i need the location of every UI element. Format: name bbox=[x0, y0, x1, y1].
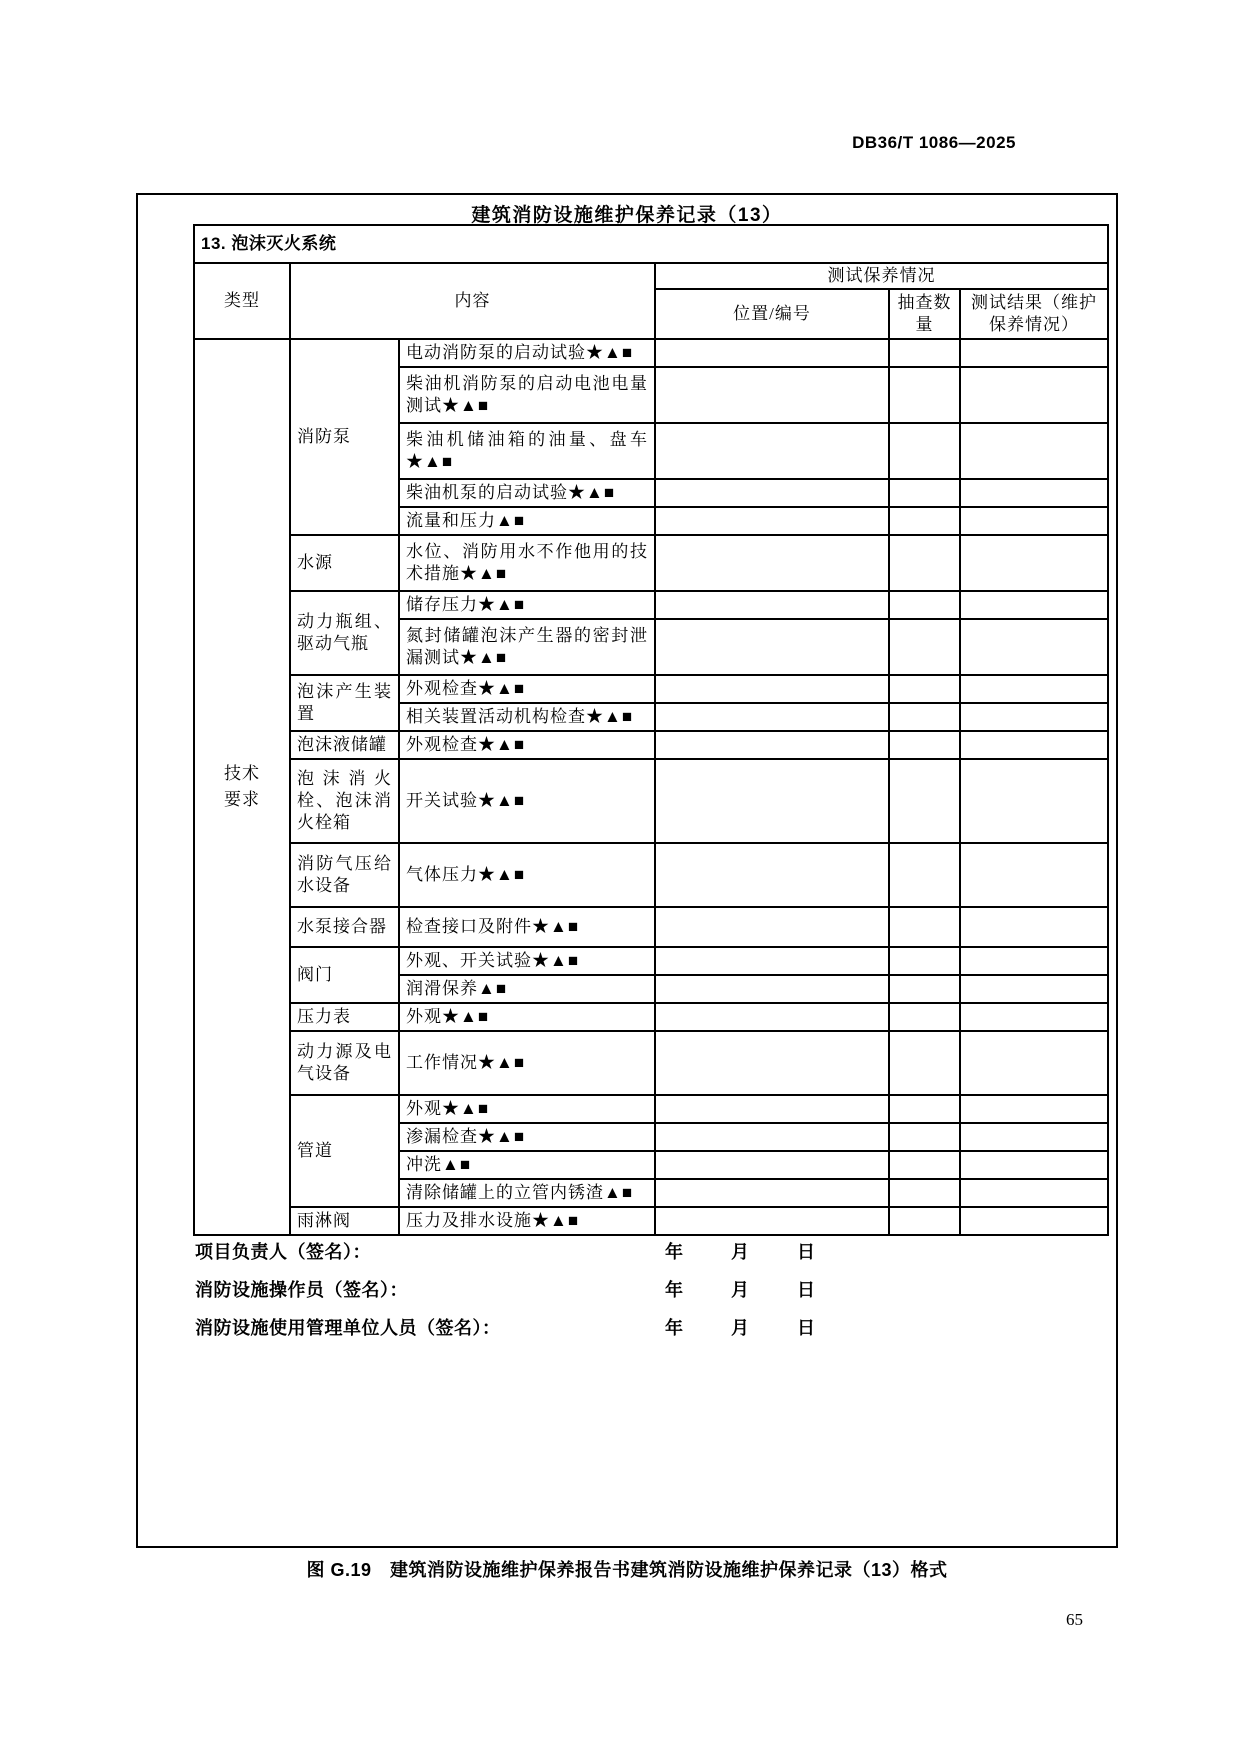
sample-qty-entry-cell bbox=[889, 1003, 960, 1031]
result-entry-cell bbox=[960, 619, 1108, 675]
item-cell: 冲洗▲■ bbox=[399, 1151, 655, 1179]
month-label: 月 bbox=[731, 1242, 749, 1262]
result-entry-cell bbox=[960, 1095, 1108, 1123]
location-entry-cell bbox=[655, 479, 889, 507]
location-entry-cell bbox=[655, 1151, 889, 1179]
item-cell: 相关装置活动机构检查★▲■ bbox=[399, 703, 655, 731]
result-entry-cell bbox=[960, 1003, 1108, 1031]
item-cell: 流量和压力▲■ bbox=[399, 507, 655, 535]
sample-qty-entry-cell bbox=[889, 367, 960, 423]
location-entry-cell bbox=[655, 975, 889, 1003]
location-entry-cell bbox=[655, 1179, 889, 1207]
sample-qty-entry-cell bbox=[889, 423, 960, 479]
day-label: 日 bbox=[797, 1318, 815, 1338]
item-cell: 外观检查★▲■ bbox=[399, 675, 655, 703]
sample-qty-entry-cell bbox=[889, 947, 960, 975]
location-entry-cell bbox=[655, 535, 889, 591]
header-location: 位置/编号 bbox=[655, 289, 889, 339]
page-number: 65 bbox=[1066, 1610, 1083, 1629]
result-entry-cell bbox=[960, 507, 1108, 535]
figure-caption: 图 G.19 建筑消防设施维护保养报告书建筑消防设施维护保养记录（13）格式 bbox=[306, 1560, 948, 1580]
sample-qty-entry-cell bbox=[889, 1031, 960, 1095]
location-entry-cell bbox=[655, 675, 889, 703]
sample-qty-entry-cell bbox=[889, 1151, 960, 1179]
location-entry-cell bbox=[655, 731, 889, 759]
signature-block bbox=[195, 1230, 1075, 1344]
location-entry-cell bbox=[655, 507, 889, 535]
group-cell-foam-tank: 泡沫液储罐 bbox=[290, 731, 399, 759]
group-cell-pneumatic-water-supply: 消防气压给水设备 bbox=[290, 843, 399, 907]
month-label: 月 bbox=[731, 1280, 749, 1300]
location-entry-cell bbox=[655, 843, 889, 907]
sample-qty-entry-cell bbox=[889, 535, 960, 591]
group-cell-foam-hydrant: 泡沫消火栓、泡沫消火栓箱 bbox=[290, 759, 399, 843]
sample-qty-entry-cell bbox=[889, 591, 960, 619]
group-cell-power-cylinders: 动力瓶组、驱动气瓶 bbox=[290, 591, 399, 675]
result-entry-cell bbox=[960, 703, 1108, 731]
item-cell: 清除储罐上的立管内锈渣▲■ bbox=[399, 1179, 655, 1207]
signature-label: 消防设施使用管理单位人员（签名）： bbox=[195, 1318, 501, 1338]
item-cell: 水位、消防用水不作他用的技术措施★▲■ bbox=[399, 535, 655, 591]
result-entry-cell bbox=[960, 1031, 1108, 1095]
year-label: 年 bbox=[665, 1318, 683, 1338]
sample-qty-entry-cell bbox=[889, 759, 960, 843]
location-entry-cell bbox=[655, 1031, 889, 1095]
location-entry-cell bbox=[655, 759, 889, 843]
location-entry-cell bbox=[655, 423, 889, 479]
day-label: 日 bbox=[797, 1280, 815, 1300]
signature-label: 项目负责人（签名）： bbox=[195, 1242, 371, 1262]
header-test-group: 测试保养情况 bbox=[655, 263, 1108, 289]
result-entry-cell bbox=[960, 975, 1108, 1003]
item-cell: 压力及排水设施★▲■ bbox=[399, 1207, 655, 1235]
header-type: 类型 bbox=[194, 263, 290, 339]
header-result: 测试结果（维护保养情况） bbox=[960, 289, 1108, 339]
signature-row-management-unit bbox=[195, 1306, 1075, 1344]
sample-qty-entry-cell bbox=[889, 975, 960, 1003]
year-label: 年 bbox=[665, 1242, 683, 1262]
type-value: 技术要求 bbox=[223, 764, 260, 809]
result-entry-cell bbox=[960, 1179, 1108, 1207]
item-cell: 氮封储罐泡沫产生器的密封泄漏测试★▲■ bbox=[399, 619, 655, 675]
result-entry-cell bbox=[960, 907, 1108, 947]
sample-qty-entry-cell bbox=[889, 339, 960, 367]
sample-qty-entry-cell bbox=[889, 703, 960, 731]
header-sample-qty: 抽查数量 bbox=[889, 289, 960, 339]
location-entry-cell bbox=[655, 947, 889, 975]
location-entry-cell bbox=[655, 367, 889, 423]
signature-row-project-leader bbox=[195, 1230, 1075, 1268]
item-cell: 储存压力★▲■ bbox=[399, 591, 655, 619]
maintenance-record-table bbox=[193, 224, 1109, 1236]
location-entry-cell bbox=[655, 591, 889, 619]
group-cell-power-electric: 动力源及电气设备 bbox=[290, 1031, 399, 1095]
year-label: 年 bbox=[665, 1280, 683, 1300]
result-entry-cell bbox=[960, 423, 1108, 479]
sample-qty-entry-cell bbox=[889, 479, 960, 507]
group-cell-foam-generator: 泡沫产生装置 bbox=[290, 675, 399, 731]
header-content: 内容 bbox=[290, 263, 655, 339]
sample-qty-entry-cell bbox=[889, 1095, 960, 1123]
sample-qty-entry-cell bbox=[889, 907, 960, 947]
item-cell: 外观★▲■ bbox=[399, 1003, 655, 1031]
sample-qty-entry-cell bbox=[889, 843, 960, 907]
group-cell-deluge-valve: 雨淋阀 bbox=[290, 1207, 399, 1235]
location-entry-cell bbox=[655, 339, 889, 367]
result-entry-cell bbox=[960, 675, 1108, 703]
location-entry-cell bbox=[655, 907, 889, 947]
sample-qty-entry-cell bbox=[889, 731, 960, 759]
signature-row-facility-operator bbox=[195, 1268, 1075, 1306]
item-cell: 气体压力★▲■ bbox=[399, 843, 655, 907]
item-cell: 外观★▲■ bbox=[399, 1095, 655, 1123]
sample-qty-entry-cell bbox=[889, 619, 960, 675]
item-cell: 柴油机消防泵的启动电池电量测试★▲■ bbox=[399, 367, 655, 423]
group-cell-fire-pump: 消防泵 bbox=[290, 339, 399, 535]
result-entry-cell bbox=[960, 535, 1108, 591]
system-label: 13. 泡沫灭火系统 bbox=[194, 225, 1108, 263]
type-value-cell bbox=[194, 339, 290, 1235]
month-label: 月 bbox=[731, 1318, 749, 1338]
signature-label: 消防设施操作员（签名）： bbox=[195, 1280, 408, 1300]
sample-qty-entry-cell bbox=[889, 1123, 960, 1151]
result-entry-cell bbox=[960, 479, 1108, 507]
standard-code: DB36/T 1086—2025 bbox=[852, 133, 1016, 152]
result-entry-cell bbox=[960, 339, 1108, 367]
location-entry-cell bbox=[655, 619, 889, 675]
group-cell-pipes: 管道 bbox=[290, 1095, 399, 1207]
group-cell-pump-adapter: 水泵接合器 bbox=[290, 907, 399, 947]
form-title: 建筑消防设施维护保养记录（13） bbox=[471, 205, 783, 226]
item-cell: 开关试验★▲■ bbox=[399, 759, 655, 843]
group-cell-valves: 阀门 bbox=[290, 947, 399, 1003]
item-cell: 工作情况★▲■ bbox=[399, 1031, 655, 1095]
result-entry-cell bbox=[960, 759, 1108, 843]
sample-qty-entry-cell bbox=[889, 1179, 960, 1207]
location-entry-cell bbox=[655, 1095, 889, 1123]
item-cell: 柴油机泵的启动试验★▲■ bbox=[399, 479, 655, 507]
location-entry-cell bbox=[655, 703, 889, 731]
item-cell: 检查接口及附件★▲■ bbox=[399, 907, 655, 947]
group-cell-pressure-gauge: 压力表 bbox=[290, 1003, 399, 1031]
location-entry-cell bbox=[655, 1003, 889, 1031]
sample-qty-entry-cell bbox=[889, 507, 960, 535]
result-entry-cell bbox=[960, 1151, 1108, 1179]
sample-qty-entry-cell bbox=[889, 675, 960, 703]
form-border-box bbox=[136, 193, 1118, 1548]
item-cell: 外观、开关试验★▲■ bbox=[399, 947, 655, 975]
item-cell: 外观检查★▲■ bbox=[399, 731, 655, 759]
result-entry-cell bbox=[960, 947, 1108, 975]
result-entry-cell bbox=[960, 731, 1108, 759]
result-entry-cell bbox=[960, 591, 1108, 619]
result-entry-cell bbox=[960, 1123, 1108, 1151]
result-entry-cell bbox=[960, 843, 1108, 907]
item-cell: 柴油机储油箱的油量、盘车★▲■ bbox=[399, 423, 655, 479]
item-cell: 润滑保养▲■ bbox=[399, 975, 655, 1003]
item-cell: 电动消防泵的启动试验★▲■ bbox=[399, 339, 655, 367]
result-entry-cell bbox=[960, 367, 1108, 423]
item-cell: 渗漏检查★▲■ bbox=[399, 1123, 655, 1151]
group-cell-water-source: 水源 bbox=[290, 535, 399, 591]
location-entry-cell bbox=[655, 1123, 889, 1151]
day-label: 日 bbox=[797, 1242, 815, 1262]
